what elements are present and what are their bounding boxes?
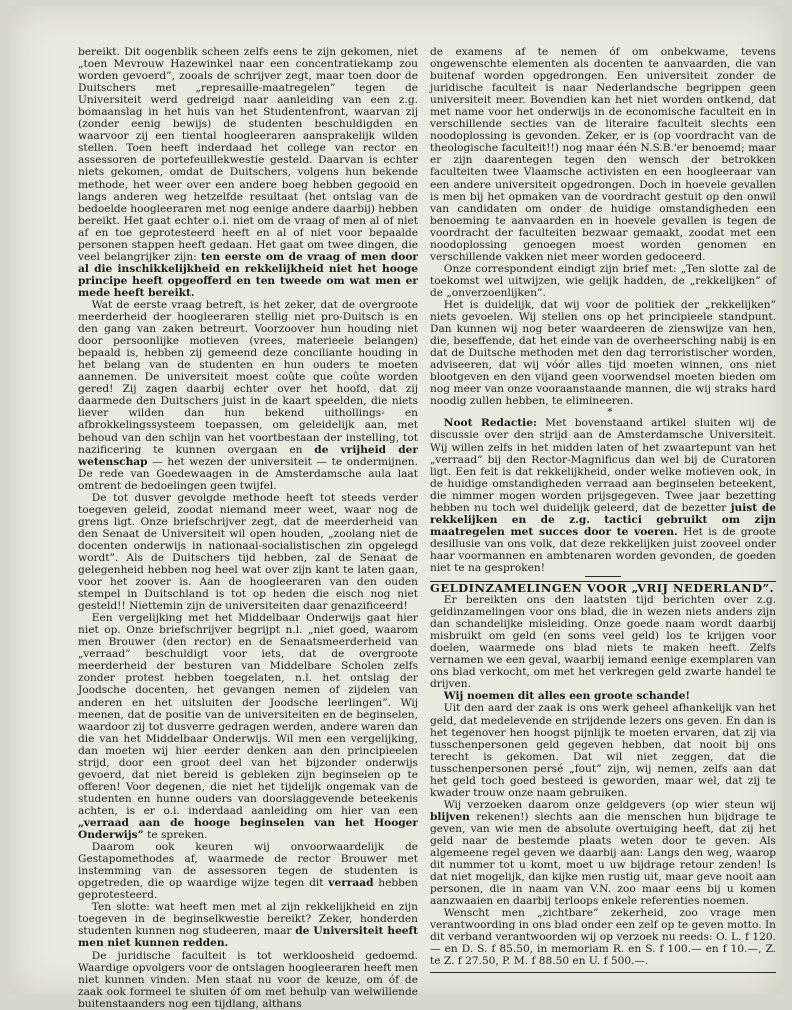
editorial-note [430,417,776,574]
newspaper-page [10,6,782,1010]
bold-text: „verraad aan de hooge beginselen van het Hooger Onderwijs” [78,817,418,842]
bold-text: de Universiteit heeft men niet kunnen redden. [78,925,419,950]
text: Het is de groote desillusie van ons volk, dat deze rekkelijken juist zooveel onder haar voormannen en ambtenaren worden gevonden, de goeden niet te na gesproken! [430,525,776,574]
text: Wij verzoeken daarom onze geldgevers (op wier steun wij [443,798,776,811]
bold-statement: Wij noemen dit alles een groote schande! [443,690,690,703]
text: — het wezen der universiteit — te ondermijnen. De rede van Goedewaagen in de Amsterdamsche aula laat omtrent de bedoelingen geen twijfel. [78,455,418,492]
note-label: Noot Redactie: [443,417,537,430]
paragraph: de examens af te nemen óf om onbekwame, tevens ongewenschte elementen als docenten te aanvaarden, die van buitenaf worden opgedrongen. Een universiteit zonder de juridische faculteit is naar Nederlandsche begrippen geen universiteit meer. Bovendien kan het niet worden ontkend, dat met name voor het onderwijs in de economische faculteit en in verschillende secties van de literaire faculteit slechts een noodoplossing is gevonden. Zeker, er is (op voordracht van de theologische faculteit!!) nog maar één N.S.B.'er benoemd; maar er zijn daarentegen tegen den wensch der betrokken faculteiten twee Vlaamsche activisten en een hoogleeraar van een andere universiteit opgedrongen. Doch in hoevele gevallen is men bij het opmaken van de voordracht gestuit op den onwil van candidaten om onder de huidige omstandigheden een benoeming te aanvaarden en in hoevele gevallen is tegen de voordracht der faculteiten bezwaar gemaakt, zoodat met een noodoplossing genoegen moest worden genomen en verschillende vakken niet meer worden gedoceerd. [430,46,776,263]
text: Daarom ook keuren wij onvoorwaardelijk de Gestapomethodes af, waarmede de rector Brouwer met instemming van de assessoren tegen de studenten is opgetreden, die op waardige wijze tegen dit [78,841,418,890]
text: Ten slotte: wat heeft men met al zijn rekkelijkheid en zijn toegeven in de beginselkwestie bereikt? Zeker, honderden studenten kunnen nog studeeren, maar [78,901,418,938]
paragraph [78,901,418,949]
bottom-rule [430,972,776,973]
paragraph: Uit den aard der zaak is ons werk geheel afhankelijk van het geld, dat medelevende en strijdende lezers ons geven. En dan is het tegenover hen hoogst pijnlijk te moeten ervaren, dat zij via tusschenpersonen geld gegeven hebben, dat nooit bij ons terecht is gekomen. Dat wil niet zeggen, dat die tusschenpersonen persé „fout” zijn, wij nemen, zelfs aan dat het geld toch goed besteed is geworden, maar wel, dat zij te kwader trouw onze naam gebruiken. [430,702,776,799]
right-column [430,46,776,973]
paragraph: Er bereikten ons den laatsten tijd berichten over z.g. geldinzamelingen voor ons blad, die in wezen niets anders zijn dan schandelijke misleiding. Onze goede naam wordt daarbij misbruikt om geld (en soms veel geld) los te krijgen voor doelen, waarmede ons blad niets te maken heeft. Zelfs vernamen we een geval, waarbij iemand eenige exemplaren van ons blad verkocht, om met het verkregen geld zwarte handel te drijven. [430,594,776,691]
paragraph: Wenscht men „zichtbare” zekerheid, zoo vrage men verantwoording in ons blad onder een zelf op te geven motto. In dit verband verantwoorden wij op verzoek nu reeds: O. L. f 120.— en D. S. f 85.50, in memoriam R. en S. f 100.— en f 10.—, Z. te Z. f 27.50, P. M. f 88.50 en U. f 500.—. [430,907,776,968]
article-headline: GELDINZAMELINGEN VOOR „VRIJ NEDERLAND”. [430,581,775,596]
text: Wat de eerste vraag betreft, is het zeker, dat de overgroote meerderheid der hoogleeraren stellig niet pro-Duitsch is en den gang van zaken betreurt. Voorzoover hun houding niet door persoonlijke motieven (vrees, materieele belangen) bepaald is, hebben zij gemeend deze conciliante houding in het belang van de studenten en hun ouders te moeten aannemen. De universiteit moest coûte que coûte worden gered! Zij zagen daarbij echter over het hoofd, dat zij daarmede den Duitschers juist in de kaart speelden, die niets liever wilden dan hun bekend uithollings- en afbrokkelingssysteem toepassen, om geleidelijk aan, met behoud van den schijn van het voortbestaan der instelling, tot nazificering te kunnen overgaan en [78,298,418,456]
bold-text: blijven [430,810,470,823]
text: Een vergelijking met het Middelbaar Onderwijs gaat hier niet op. Onze briefschrijver begrijpt n.l. „niet goed, waarom men Brouwer (den rector) en de Senaatsmeerderheid van „verraad” beschuldigt voor iets, dat de overgroote meerderheid der besturen van Middelbare Scholen zelfs zonder protest hebben toegelaten, n.l. het ontslag der Joodsche docenten, het gevangen nemen of zijdelen van anderen en het uitsluiten der Joodsche leerlingen”. Wij meenen, dat de positie van de universiteiten en de beginselen, waardoor zij tot dusverre gedragen werden, andere waren dan die van het Middelbaar Onderwijs. Wil men een vergelijking, dan moeten wij hier eerder denken aan den principieelen strijd, door een groot deel van het bijzonder onderwijs gevoerd, dat niet bereid is gebleken zijn beginselen op te offeren! Voor degenen, die niet het tijdelijk ongemak van de studenten en hunne ouders van doorslaggevende beteekenis achten, is er o.i. inderdaad aanleiding om hier van een [78,612,418,817]
text: Met bovenstaand artikel sluiten wij de discussie over den strijd aan de Amsterdamsche Universiteit. Wij willen zelfs in het midden laten of het zwaartepunt van het „verraad” bij den Rector-Magnificus dan wel bij de Curatoren ligt. Een feit is dat rekkelijkheid, onder welke motieven ook, in de huidige omstandigheden verraad aan beginselen beteekent, die nimmer mogen worden prijsgegeven. Twee jaar bezetting hebben nu toch wel duidelijk geleerd, dat de bezetter [430,417,777,514]
paragraph [78,841,418,901]
bold-text: de vrijheid der wetenschap [78,443,419,468]
text: hebben geprotesteerd. [78,877,418,902]
bold-text: verraad [328,877,374,890]
paragraph: De juridische faculteit is tot werkloosheid gedoemd. Waardige opvolgers voor de ontslagen hoogleeraren heeft men niet kunnen vinden. Men staat nu voor de keuze, om óf de zaak ook formeel te sluiten óf om met behulp van welwillende buitenstaanders nog een tijdlang, althans [78,949,418,1010]
text: te spreken. [147,829,208,842]
paragraph: Het is duidelijk, dat wij voor de politiek der „rekkelijken” niets gevoelen. Wij stellen ons op het principieele standpunt. Dan kunnen wij nog beter waardeeren de zienswijze van hen, die, beseffende, dat het einde van de overheersching nabij is en dat de Duitsche methoden met den dag terroristischer worden, adviseeren, dat wij vóór alles tijd moeten winnen, ons niet blootgeven en den vijand geen voorwendsel moeten bieden om nog meer van onze vooraanstaande mannen, die wij straks hard noodig zullen hebben, te elimineeren. [430,298,776,408]
bold-text: ten eerste om de vraag of men door al die inschikkelijkheid en rekkelijkheid niet het hooge principe heeft opgeofferd en ten tweede om wat men er mede heeft bereikt. [78,250,418,299]
left-column [78,46,418,1010]
paragraph [430,799,776,907]
text: bereikt. Dit oogenblik scheen zelfs eens te zijn gekomen, niet „toen Mevrouw Hazewinkel naar een concentratiekamp zou worden gevoerd”, zooals de schrijver zegt, maar toen door de Duitschers met „represaille-maatregelen” tegen de Universiteit werd gedreigd naar aanleiding van een z.g. bomaanslag in het huis van het Studentenfront, waarvan zij (zonder eenig bewijs) de studenten beschuldigden en waarvoor zij een tiental hoogleeraren aansprakelijk wilden stellen. Toen heeft inderdaad het college van rector en assessoren de portefeuillekwestie gesteld. Daarvan is echter niets gekomen, omdat de Duitschers, volgens hun bekende methode, het weer over een andere boeg hebben gegooid en langs anderen weg hetzelfde resultaat (het ontslag van de bedoelde hoogleeraren met nog eenige andere daarbij) hebben bereikt. Het gaat echter o.i. niet om de vraag of men al of niet af en toe geprotesteerd heeft en al of niet voor bepaalde personen stappen heeft gedaan. Het gaat om twee dingen, die veel belangrijker zijn: [78,46,419,263]
asterisk-divider: * [607,406,613,419]
paragraph: De tot dusver gevolgde methode heeft tot steeds verder toegeven geleid, zoodat niemand meer weet, waar nog de grens ligt. Onze briefschrijver zegt, dat de meerderheid van den Senaat de Universiteit wil open houden, „zoolang niet de docenten onderwijs in nationaal-socialistischen zin opgelegd wordt”. Als de Duitschers tijd hebben, zal de Senaat de gelegenheid hebben nog heel wat over zijn kant te laten gaan, voor het zoover is. Aan de hoogleeraren van den ouden stempel in Duitschland is tot op heden die eisch nog niet gesteld!! Niettemin zijn de universiteiten daar genazificeerd! [78,491,418,613]
short-divider [585,576,621,577]
paragraph [78,299,418,492]
paragraph: Onze correspondent eindigt zijn brief met: „Ten slotte zal de toekomst wel uitwijzen, wie gelijk hadden, de „rekkelijken” of de „onverzoenlijken”. [430,262,776,299]
bold-text: juist de rekkelijken en de z.g. tactici gebruikt om zijn maatregelen met succes door te voeren. [430,501,776,538]
text: rekenen!) slechts aan die menschen hun bijdrage te geven, van wie men de absolute overtuiging heeft, dat zij het geld naar de bestemde plaats weten door te geven. Als algemeene regel geven we daarbij aan: Langs den weg, waarop dit nummer tot u komt, moet u uw bijdrage retour zenden! Is dat niet mogelijk, dan kijke men rustig uit, maar geve nooit aan personen, die in naam van V.N. zoo maar eens bij u komen aanzwaaien en daarbij terloops enkele referenties noemen. [430,810,777,908]
paragraph [78,46,418,299]
paragraph [78,612,418,841]
